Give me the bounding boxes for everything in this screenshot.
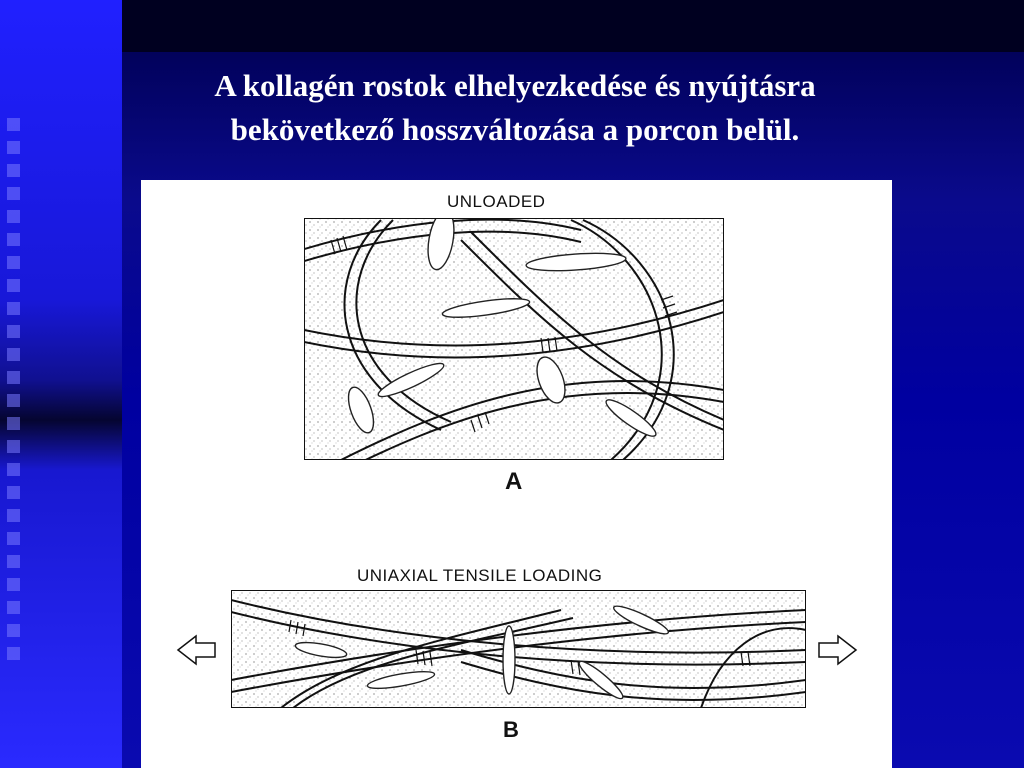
decorative-squares <box>7 118 27 670</box>
panel-a <box>301 208 724 472</box>
panel-b <box>231 590 806 708</box>
arrow-left-icon <box>178 636 215 664</box>
panel-b-letter: B <box>503 717 519 742</box>
title-line-1: A kollagén rostok elhelyezkedése és nyújtásra <box>214 68 816 103</box>
collagen-figure <box>141 180 892 768</box>
panel-a-letter: A <box>505 468 523 495</box>
title-line-2: bekövetkező hosszváltozása a porcon belül. <box>230 112 800 147</box>
left-stripe <box>0 0 122 768</box>
slide-title <box>122 64 908 152</box>
arrow-right-icon <box>819 636 856 664</box>
top-band <box>122 0 1024 52</box>
panel-b-heading: UNIAXIAL TENSILE LOADING <box>357 566 603 585</box>
panel-a-heading: UNLOADED <box>447 192 546 211</box>
